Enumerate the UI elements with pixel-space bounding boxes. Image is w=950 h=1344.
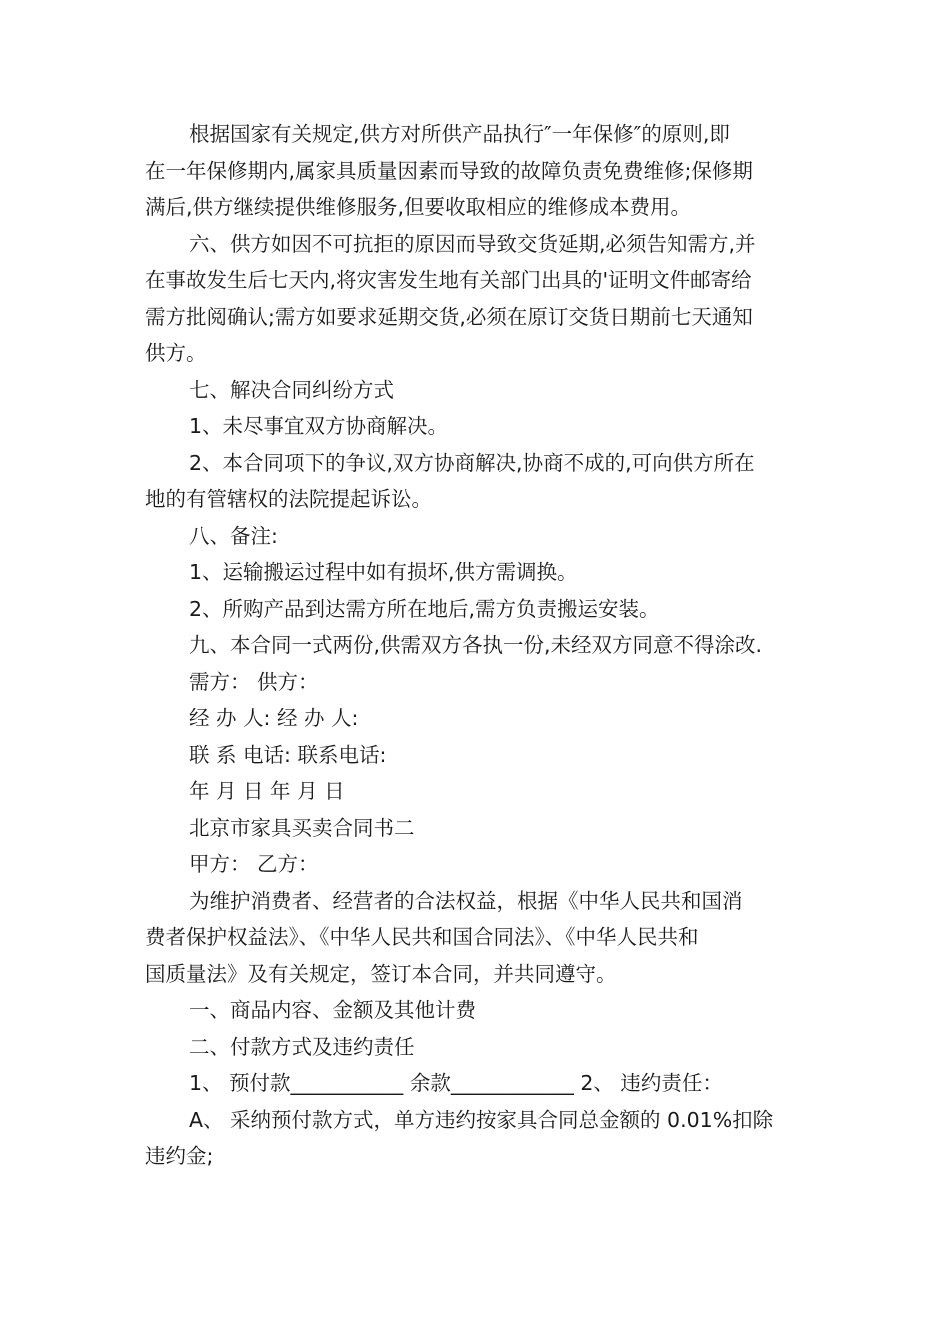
paragraph-line: 在一年保修期内,属家具质量因素而导致的故障负责免费维修;保修期	[145, 158, 753, 183]
paragraph-line: 需方批阅确认;需方如要求延期交货,必须在原订交货日期前七天通知	[145, 304, 753, 329]
paragraph-first-line: 为维护消费者、经营者的合法权益，根据《中华人民共和国消	[189, 888, 743, 913]
paragraph-first-line: 七、解决合同纠纷方式	[189, 377, 394, 402]
paragraph-first-line: 二、付款方式及违约责任	[189, 1034, 415, 1059]
paragraph-first-line: 经 办 人: 经 办 人:	[189, 706, 359, 730]
paragraph-first-line: 一、商品内容、金额及其他计费	[189, 998, 476, 1022]
paragraph-line: 地的有管辖权的法院提起诉讼。	[145, 487, 432, 511]
paragraph-first-line: 2、本合同项下的争议,双方协商解决,协商不成的,可向供方所在	[189, 450, 755, 475]
paragraph-first-line: 1、未尽事宜双方协商解决。	[189, 414, 449, 438]
paragraph-first-line: 六、供方如因不可抗拒的原因而导致交货延期,必须告知需方,并	[189, 231, 756, 256]
paragraph-first-line: 九、本合同一式两份,供需双方各执一份,未经双方同意不得涂改.	[189, 633, 763, 657]
paragraph-first-line: 年 月 日 年 月 日	[189, 779, 345, 803]
paragraph-line: 在事故发生后七天内,将灾害发生地有关部门出具的'证明文件邮寄给	[145, 268, 752, 292]
paragraph-line: 费者保护权益法》、《中华人民共和国合同法》、《中华人民共和	[145, 925, 699, 949]
paragraph-first-line: 需方： 供方：	[189, 669, 319, 694]
paragraph-line: 国质量法》及有关规定，签订本合同，并共同遵守。	[145, 961, 617, 986]
paragraph-line: 供方。	[145, 341, 207, 365]
paragraph-first-line: 八、备注:	[189, 523, 278, 548]
paragraph-first-line: A、 采纳预付款方式，单方违约按家具合同总金额的 0.01%扣除	[189, 1107, 774, 1132]
paragraph-line: 违约金;	[145, 1144, 214, 1168]
paragraph-first-line: 2、所购产品到达需方所在地后,需方负责搬运安装。	[189, 596, 660, 621]
paragraph-first-line: 北京市家具买卖合同书二	[189, 815, 415, 840]
paragraph-first-line: 根据国家有关规定,供方对所供产品执行″一年保修″的原则,即	[189, 122, 730, 146]
paragraph-first-line: 1、运输搬运过程中如有损坏,供方需调换。	[189, 560, 578, 584]
document-page	[145, 116, 811, 1175]
paragraph-line: 满后,供方继续提供维修服务,但要收取相应的维修成本费用。	[145, 195, 692, 219]
paragraph-first-line: 1、 预付款___________ 余款____________ 2、 违约责任：	[189, 1071, 723, 1095]
paragraph-first-line: 甲方： 乙方：	[189, 852, 319, 876]
paragraph-first-line: 联 系 电话: 联系电话:	[189, 742, 387, 767]
